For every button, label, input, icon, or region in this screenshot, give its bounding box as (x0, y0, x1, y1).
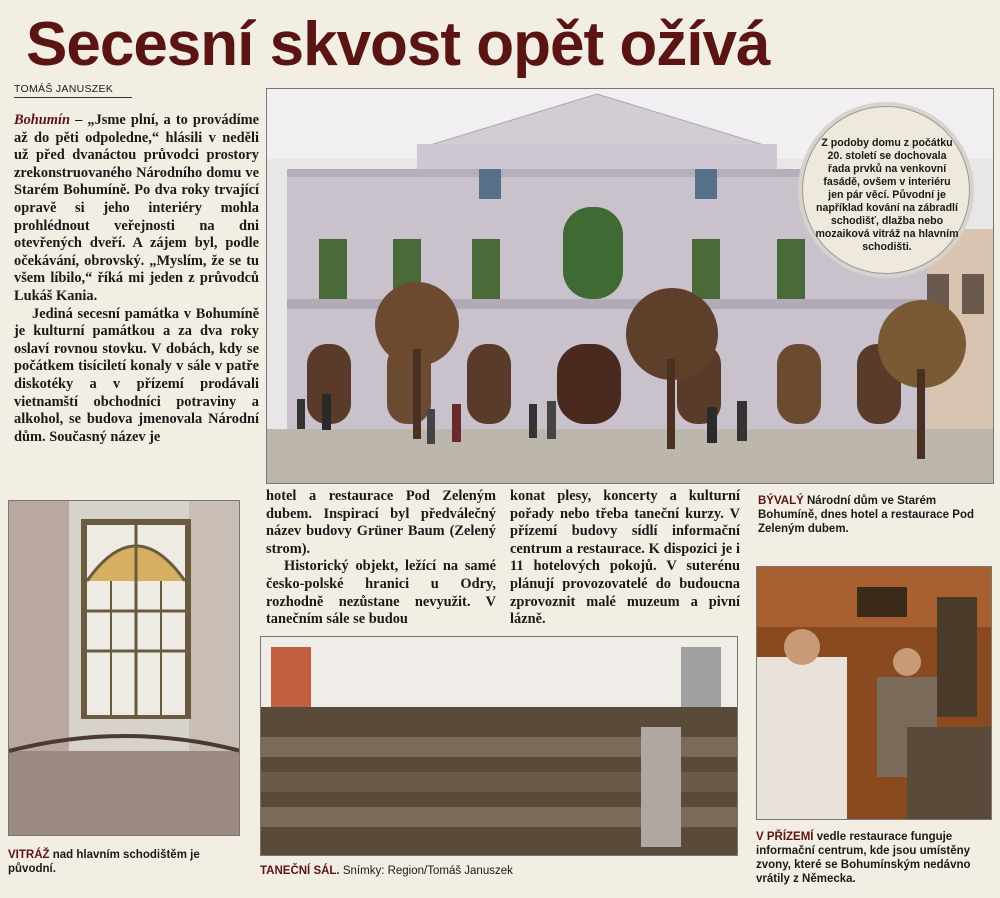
info-bubble (802, 106, 970, 274)
ground-floor-illustration (757, 567, 992, 820)
paragraph-3: hotel a restaurace Pod Zeleným dubem. Inspirací byl předválečný název budovy Grüner Baum (Zelený strom). (266, 488, 496, 557)
vitraz-caption: VITRÁŽ nad hlavním schodištěm je původní. (8, 849, 200, 875)
info-bubble-text: Z podoby domu z počátku 20. století se dochovala řada prvků na venkovní fasádě, ovšem v interiéru jen pár věcí. Původní je například kování na zábradlí schodišť, dlažba nebo mozaiková vitráž na hlavním schodišti. (815, 136, 959, 253)
article-column-1 (14, 112, 259, 497)
ground-floor-photo (756, 566, 992, 820)
paragraph-1: Bohumín – „Jsme plní, a to provádíme až do pěti odpoledne,“ hlásili v neděli už před dvanáctou průvodci prostory zrekonstruovaného Národního domu ve Starém Bohumíně. Po dva roky trvající opravě si jeho interiéry mohla prohlédnout veřejnosti na dni otevřených dveří. A zájem byl, podle očekávání, obrovský. „Myslím, že se tu všem líbilo,“ říká mi jeden z průvodců Lukáš Kania. (14, 112, 259, 304)
building-caption: BÝVALÝ Národní dům ve Starém Bohumíně, dnes hotel a restaurace Pod Zeleným dubem. (758, 495, 974, 535)
paragraph-5: konat plesy, koncerty a kulturní pořady nebo třeba taneční kurzy. V přízemí budovy sídlí informační centrum a restaurace. K dispozici je i 11 hotelových pokojů. V suterénu plánují provozovatelé do budoucna zprovoznit malé muzeum a pivní lázně. (510, 488, 740, 628)
headline: Secesní skvost opět ožívá (26, 10, 770, 79)
dateline-place: Bohumín (14, 112, 70, 128)
vitraz-illustration (9, 501, 240, 836)
paragraph-4: Historický objekt, ležící na samé česko-polské hranici u Odry, rozhodně nezůstane nevyužit. V tanečním sále se budou (266, 558, 496, 628)
vitraz-photo (8, 500, 240, 836)
ground-floor-caption: V PŘÍZEMÍ vedle restaurace funguje informační centrum, kde jsou umístěny zvony, které se Bohumínským nedávno vrátily z Německa. (756, 831, 971, 885)
dance-hall-illustration (261, 637, 738, 856)
article-column-2 (266, 488, 496, 628)
article-column-3 (510, 488, 740, 628)
author-byline: TOMÁŠ JANUSZEK (14, 83, 132, 98)
paragraph-2: Jediná secesní památka v Bohumíně je kulturní památkou a za dva roky oslaví rovnou stovku. V dobách, kdy se počátkem tisíciletí konaly v sále v patře diskotéky a v přízemí prodávali vietnamští obchodníci potraviny a alkohol, se budova jmenovala Národní dům. Současný název je (14, 305, 259, 445)
dance-hall-caption: TANEČNÍ SÁL. Snímky: Region/Tomáš Januszek (260, 865, 513, 877)
dance-hall-photo (260, 636, 738, 856)
